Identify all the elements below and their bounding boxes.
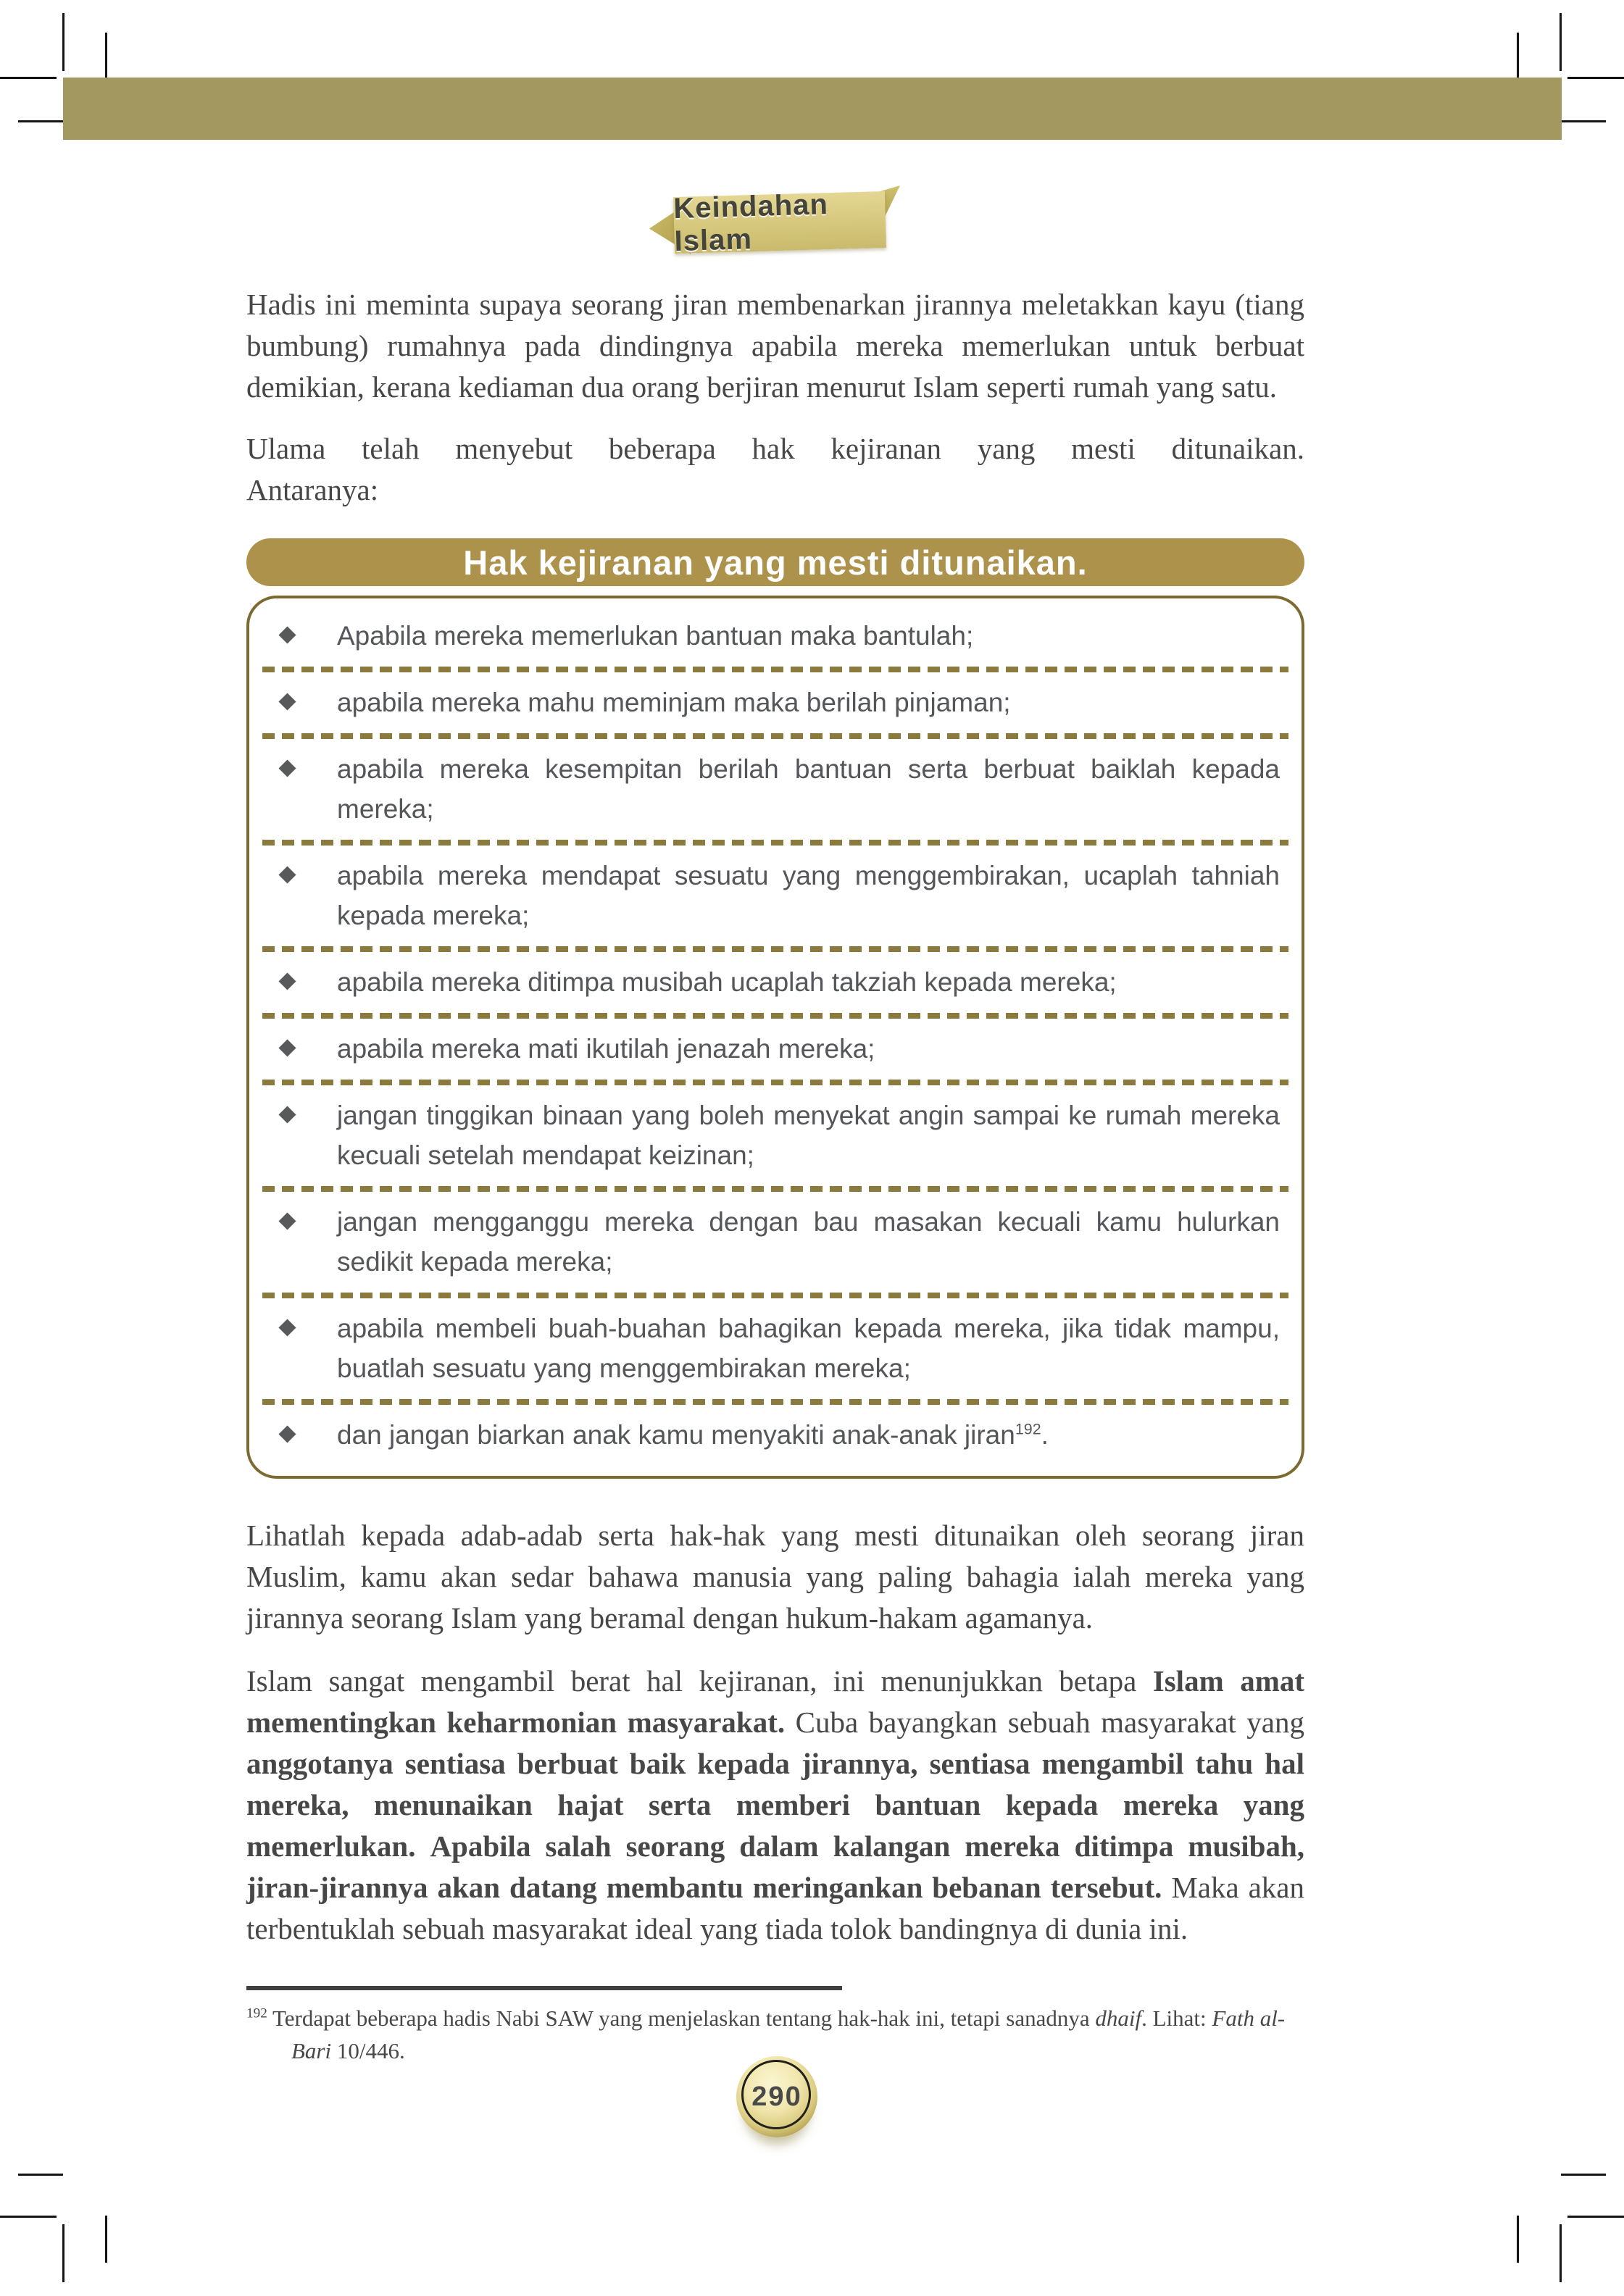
- footnote-ref: 192: [246, 2005, 267, 2021]
- diamond-bullet-icon: [278, 626, 296, 643]
- footnote-ref: 192: [1015, 1420, 1041, 1438]
- paragraph-lihatlah: Lihatlah kepada adab-adab serta hak-hak yang mesti ditunaikan oleh seorang jiran Muslim, kamu akan sedar bahawa manusia yang paling bahagia ialah mereka yang jirannya seorang Islam yang beramal dengan hukum-hakam agamanya.: [246, 1519, 1304, 1635]
- list-item-text: apabila mereka mendapat sesuatu yang menggembirakan, ucaplah tahniah kepada mereka;: [337, 861, 1280, 930]
- list-item-text: apabila membeli buah-buahan bahagikan kepada mereka, jika tidak mampu, buatlah sesuatu yang menggembirakan mereka;: [337, 1314, 1280, 1383]
- page-number-badge: [736, 2056, 817, 2137]
- list-item: [268, 1298, 1283, 1399]
- dashed-separator: [262, 1013, 1288, 1019]
- crop-mark: [1567, 77, 1624, 79]
- diamond-bullet-icon: [278, 759, 296, 777]
- diamond-bullet-icon: [278, 1039, 296, 1056]
- crop-mark: [105, 2216, 107, 2263]
- dashed-separator: [262, 733, 1288, 739]
- dashed-separator: [262, 667, 1288, 672]
- diamond-bullet-icon: [278, 1212, 296, 1230]
- crop-mark: [18, 120, 63, 122]
- paragraph-ulama-line2: Antaranya:: [246, 473, 379, 506]
- paragraph-islam-kejiranan: Islam sangat mengambil berat hal kejiranan, ini menunjukkan betapa Islam amat mementingkan keharmonian masyarakat. Cuba bayangkan sebuah masyarakat yang anggotanya sentiasa berbuat baik kepada jirannya, sentiasa mengambil tahu hal mereka, menunaikan hajat serta memberi bantuan kepada mereka yang memerlukan. Apabila salah seorang dalam kalangan mereka ditimpa musibah, jiran-jirannya akan datang membantu meringankan bebanan tersebut. Maka akan terbentuklah sebuah masyarakat ideal yang tiada tolok bandingnya di dunia ini.: [246, 1664, 1304, 1945]
- list-item-text: apabila mereka mahu meminjam maka berilah pinjaman;: [337, 688, 1011, 717]
- paragraph-ulama-line1: Ulama telah menyebut beberapa hak kejiranan yang mesti ditunaikan.: [246, 432, 1304, 465]
- list-item-text: apabila mereka kesempitan berilah bantuan serta berbuat baiklah kepada mereka;: [337, 754, 1280, 824]
- dashed-separator: [262, 1080, 1288, 1085]
- crop-mark: [105, 33, 107, 80]
- list-item: [268, 1019, 1283, 1080]
- crop-mark: [1560, 2224, 1562, 2282]
- list-item-text: jangan mengganggu mereka dengan bau masakan kecuali kamu hulurkan sedikit kepada mereka;: [337, 1207, 1280, 1277]
- list-item: [268, 846, 1283, 946]
- dashed-separator: [262, 1293, 1288, 1298]
- diamond-bullet-icon: [278, 866, 296, 883]
- crop-mark: [1561, 120, 1606, 122]
- list-item-text: dan jangan biarkan anak kamu menyakiti anak-anak jiran$^{192}$.: [337, 1420, 1049, 1450]
- diamond-bullet-icon: [278, 1319, 296, 1336]
- chapter-label: Keindahan Islam: [672, 188, 829, 258]
- list-item: [268, 1405, 1283, 1466]
- crop-mark: [62, 13, 64, 71]
- text-column: [246, 0, 1304, 2067]
- list-item-text: apabila mereka ditimpa musibah ucaplah takziah kepada mereka;: [337, 967, 1117, 997]
- crop-mark: [62, 2224, 64, 2282]
- crop-mark: [18, 2174, 63, 2176]
- paragraph-hadis: Hadis ini meminta supaya seorang jiran membenarkan jirannya meletakkan kayu (tiang bumbung) rumahnya pada dindingnya apabila mereka memerlukan untuk berbuat demikian, kerana kediaman dua orang berjiran menurut Islam seperti rumah yang satu.: [246, 288, 1304, 404]
- paragraph-ulama: [246, 428, 1304, 511]
- dashed-separator: [262, 840, 1288, 846]
- page-number: 290: [751, 2081, 802, 2112]
- diamond-bullet-icon: [278, 693, 296, 710]
- crop-mark: [1561, 2174, 1606, 2176]
- dashed-separator: [262, 1399, 1288, 1405]
- diamond-bullet-icon: [278, 972, 296, 990]
- crop-mark: [1517, 33, 1519, 80]
- list-item: [268, 606, 1283, 667]
- dashed-separator: [262, 946, 1288, 952]
- list-item-text: Apabila mereka memerlukan bantuan maka bantulah;: [337, 621, 974, 651]
- rights-list-box: [246, 596, 1304, 1479]
- list-item: [268, 672, 1283, 733]
- crop-mark: [1517, 2216, 1519, 2263]
- footnote-text: Terdapat beberapa hadis Nabi SAW yang menjelaskan tentang hak-hak ini, tetapi sanadnya dhaif. Lihat: Fath al-Bari 10/446.: [267, 2005, 1286, 2063]
- diamond-bullet-icon: [278, 1106, 296, 1123]
- footnote-rule: [246, 1986, 842, 1990]
- list-item: [268, 1192, 1283, 1293]
- dashed-separator: [262, 1186, 1288, 1192]
- crop-mark: [0, 2216, 57, 2218]
- diamond-bullet-icon: [278, 1425, 296, 1443]
- list-item: [268, 952, 1283, 1013]
- crop-mark: [1567, 2216, 1624, 2218]
- list-item: [268, 1085, 1283, 1186]
- list-item-text: apabila mereka mati ikutilah jenazah mereka;: [337, 1034, 875, 1064]
- list-item-text: jangan tinggikan binaan yang boleh menyekat angin sampai ke rumah mereka kecuali setelah mendapat keizinan;: [337, 1101, 1280, 1170]
- crop-mark: [0, 77, 57, 79]
- crop-mark: [1560, 13, 1562, 71]
- box-heading: Hak kejiranan yang mesti ditunaikan.: [246, 538, 1304, 586]
- list-item: [268, 739, 1283, 840]
